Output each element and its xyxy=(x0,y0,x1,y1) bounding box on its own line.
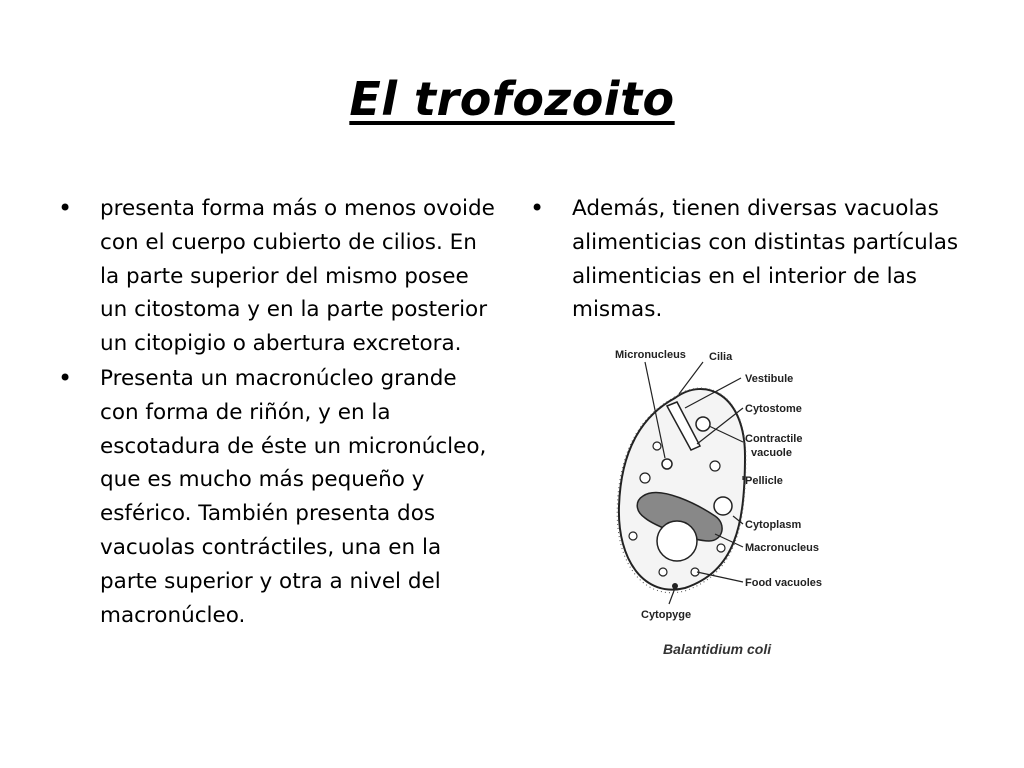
food-vacuole xyxy=(717,544,725,552)
label-macronucleus: Macronucleus xyxy=(745,542,819,554)
food-vacuole xyxy=(653,442,661,450)
bullet-text: Además, tienen diversas vacuolas alimenticias con distintas partículas alimenticias en el interior de las mismas. xyxy=(572,196,959,323)
label-cytostome: Cytostome xyxy=(745,403,802,415)
label-food-vacuoles: Food vacuoles xyxy=(745,577,823,589)
balantidium-svg xyxy=(605,336,875,666)
bullet-item xyxy=(58,362,498,632)
slide-title: El trofozoito xyxy=(349,72,675,126)
bullet-glyph: • xyxy=(58,363,73,392)
bullet-text: presenta forma más o menos ovoide con el cuerpo cubierto de cilios. En la parte superior del mismo posee un citostoma y en la parte posterior un citopigio o abertura excretora. xyxy=(100,196,495,357)
contractile-vacuole-top xyxy=(696,417,710,431)
food-vacuole xyxy=(710,461,720,471)
contractile-vacuole-bottom xyxy=(714,497,732,515)
bullet-item xyxy=(58,192,498,361)
bullet-glyph: • xyxy=(58,194,73,222)
bullet-item xyxy=(530,192,980,327)
label-pellicle: Pellicle xyxy=(745,475,783,487)
bullet-glyph: • xyxy=(530,194,545,222)
diagram-caption: Balantidium coli xyxy=(663,641,772,657)
label-micronucleus: Micronucleus xyxy=(615,349,686,361)
label-cytoplasm: Cytoplasm xyxy=(745,519,802,531)
food-vacuole xyxy=(640,473,650,483)
right-bullet-list xyxy=(530,192,980,328)
label-cilia: Cilia xyxy=(709,351,733,363)
food-vacuole xyxy=(659,568,667,576)
label-cytopyge: Cytopyge xyxy=(641,609,692,621)
balantidium-diagram xyxy=(605,336,875,666)
food-vacuole-large xyxy=(657,521,697,561)
label-vacuole: vacuole xyxy=(751,447,792,459)
label-vestibule: Vestibule xyxy=(745,373,794,385)
left-bullet-list xyxy=(58,192,498,633)
bullet-text: Presenta un macronúcleo grande con forma de riñón, y en la escotadura de éste un micronúcleo, que es mucho más pequeño y esférico. También presenta dos vacuolas contráctiles, una en la parte superior y otra a nivel del macronúcleo. xyxy=(100,365,487,628)
food-vacuole xyxy=(629,532,637,540)
micronucleus-shape xyxy=(662,459,672,469)
label-contractile: Contractile xyxy=(745,433,803,445)
